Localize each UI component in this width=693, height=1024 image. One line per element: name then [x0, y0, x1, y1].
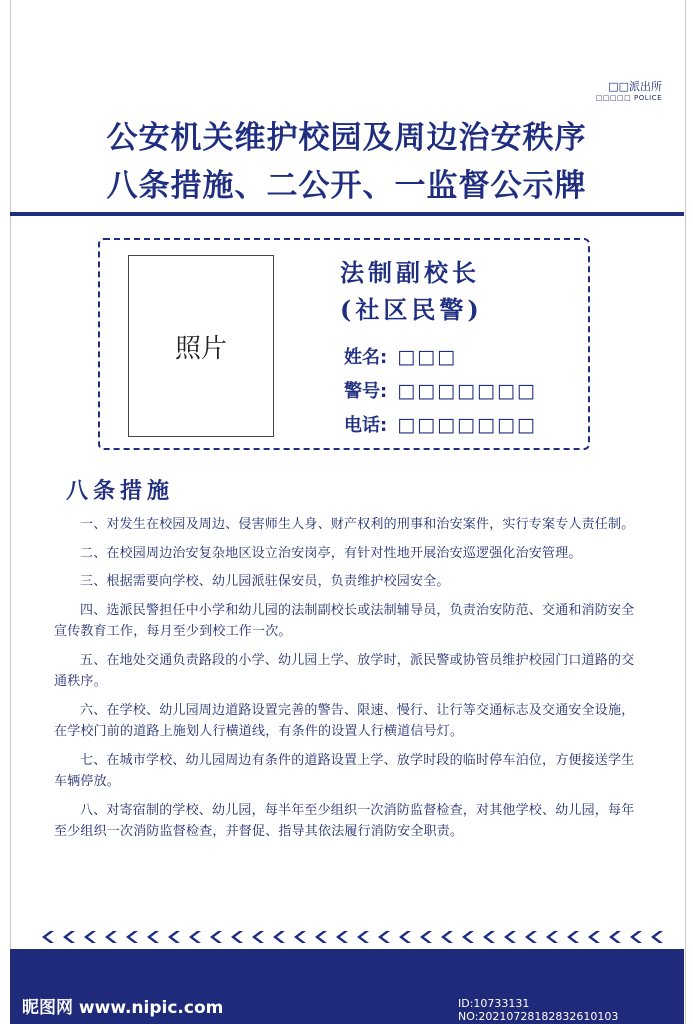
measure-item: 一、对发生在校园及周边、侵害师生人身、财产权利的刑事和治安案件，实行专案专人责任制。 — [80, 517, 635, 532]
chevron-icon — [80, 930, 98, 943]
name-label: 姓名: — [344, 347, 388, 368]
police-station-subtitle: □□□□□ POLICE — [595, 94, 662, 102]
chevron-icon — [122, 930, 140, 943]
badge-number-label: 警号: — [344, 381, 388, 402]
chevron-icon — [458, 930, 476, 943]
name-value: □□□ — [397, 346, 458, 368]
chevron-icon — [206, 930, 224, 943]
chevron-icon — [542, 930, 560, 943]
police-station-logo — [582, 78, 662, 102]
chevron-icon — [647, 930, 665, 943]
chevron-icon — [353, 930, 371, 943]
chevron-icon — [311, 930, 329, 943]
chevron-icon — [395, 930, 413, 943]
measure-item: 六、在学校、幼儿园周边道路设置完善的警告、限速、慢行、让行等交通标志及交通安全设施，在学校门前的道路上施划人行横道线，有条件的设置人行横道信号灯。 — [54, 702, 635, 739]
chevron-icon — [227, 930, 245, 943]
chevron-icon — [479, 930, 497, 943]
badge-number-value: □□□□□□□ — [397, 380, 537, 402]
chevron-icon — [290, 930, 308, 943]
chevron-icon — [248, 930, 266, 943]
chevron-icon — [563, 930, 581, 943]
chevron-icon — [500, 930, 518, 943]
chevron-icon — [59, 930, 77, 943]
phone-value: □□□□□□□ — [397, 414, 537, 436]
title-divider — [10, 212, 684, 216]
chevron-icon — [374, 930, 392, 943]
title-line-1: 公安机关维护校园及周边治安秩序 — [106, 120, 587, 156]
photo-label: 照片 — [174, 333, 227, 364]
measure-item: 二、在校园周边治安复杂地区设立治安岗亭，有针对性地开展治安巡逻强化治安管理。 — [80, 545, 582, 561]
chevron-icon — [626, 930, 644, 943]
name-field — [344, 343, 457, 369]
chevron-icon — [269, 930, 287, 943]
officer-role-subtitle: (社区民警) — [340, 295, 483, 324]
phone-label: 电话: — [344, 415, 388, 436]
chevron-icon — [521, 930, 539, 943]
police-station-name: □□派出所 — [608, 80, 662, 93]
measure-item: 七、在城市学校、幼儿园周边有条件的道路设置上学、放学时段的临时停车泊位，方便接送学生车辆停放。 — [54, 752, 635, 789]
watermark-id: ID:10733131 NO:20210728182832610103 — [458, 997, 619, 1023]
chevron-icon — [416, 930, 434, 943]
chevron-icon — [38, 930, 56, 943]
chevron-icon — [584, 930, 602, 943]
measure-item: 八、对寄宿制的学校、幼儿园，每半年至少组织一次消防监督检查，对其他学校、幼儿园，每年至少组织一次消防监督检查，并督促、指导其依法履行消防安全职责。 — [54, 802, 635, 839]
photo-placeholder — [128, 255, 274, 437]
phone-field — [344, 411, 537, 437]
title-line-2: 八条措施、二公开、一监督公示牌 — [106, 168, 587, 204]
measure-item: 四、选派民警担任中小学和幼儿园的法制副校长或法制辅导员，负责治安防范、交通和消防安全宣传教育工作，每月至少到校工作一次。 — [54, 602, 635, 639]
badge-number-field — [344, 377, 537, 403]
chevron-icon — [185, 930, 203, 943]
measure-item: 三、根据需要向学校、幼儿园派驻保安员，负责维护校园安全。 — [80, 574, 450, 589]
chevron-icon — [143, 930, 161, 943]
section-title: 八条措施 — [66, 478, 175, 504]
measures-list — [54, 514, 644, 850]
officer-role: 法制副校长 — [340, 258, 480, 287]
chevron-icon — [332, 930, 350, 943]
chevron-icon — [437, 930, 455, 943]
measure-item: 五、在地处交通负责路段的小学、幼儿园上学、放学时，派民警或协管员维护校园门口道路的交通秩序。 — [54, 652, 635, 689]
chevron-icon — [605, 930, 623, 943]
chevron-icon — [101, 930, 119, 943]
chevron-border-pattern — [38, 929, 678, 943]
chevron-icon — [164, 930, 182, 943]
watermark-site: 昵图网 www.nipic.com — [22, 998, 224, 1018]
